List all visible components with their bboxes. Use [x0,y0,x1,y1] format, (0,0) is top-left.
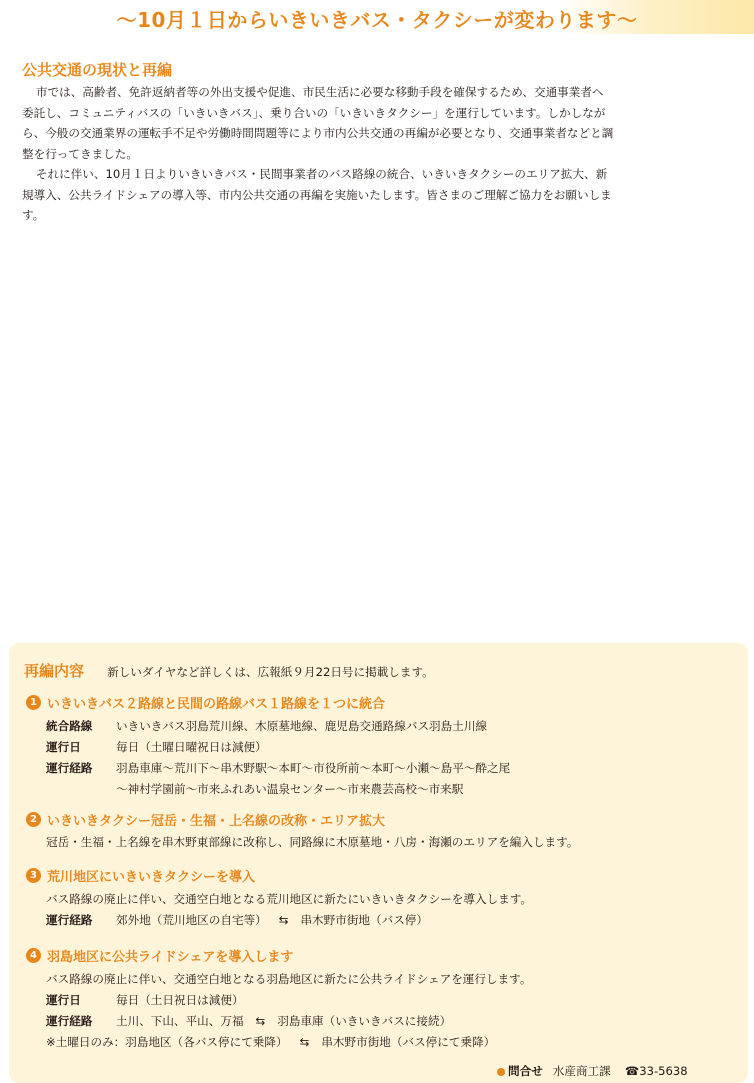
item-1-row-4 [46,781,463,797]
row-value: いきいきバス羽島荒川線、木原墓地線、鹿児島交通路線バス羽島土川線 [116,719,488,733]
item-2-text: 冠岳・生福・上名線を串木野東部線に改称し、同路線に木原墓地・八房・海瀬のエリアを編入します。 [46,835,579,849]
route-from: 土川、下山、平山、万福 [116,1014,244,1028]
item-1-row-1 [46,718,487,734]
row-value: 〜神村学園前〜市来ふれあい温泉センター〜市来農芸高校〜市来駅 [116,782,464,796]
row-key: 運行日 [46,993,81,1007]
route-to: 串木野市街地（バス停） [300,913,428,927]
item-4-text: バス路線の廃止に伴い、交通空白地となる羽島地区に新たに公共ライドシェアを運行します。 [46,972,532,986]
section-heading: 公共交通の現状と再編 [22,61,173,79]
contact-phone: 33-5638 [639,1064,688,1078]
two-way-arrow-icon: ⇆ [299,1035,310,1049]
item-1-row-2 [46,739,267,755]
number-badge-3: 3 [26,868,41,883]
number-badge-2: 2 [26,812,41,827]
page-title: 〜10月１日からいきいきバス・タクシーが変わります〜 [116,8,638,32]
intro-paragraph-2: それに伴い、10月１日よりいきいきバス・民間事業者のバス路線の統合、いきいきタクシーのエリア拡大、新規導入、公共ライドシェアの導入等、市内公共交通の再編を実施いたします。皆さまのご理解ご協力をお願いします。 [22,167,612,222]
item-3-text: バス路線の廃止に伴い、交通空白地となる荒川地区に新たにいきいきタクシーを導入します。 [46,892,533,906]
intro-paragraph-1: 市では、高齢者、免許返納者等の外出支援や促進、市民生活に必要な移動手段を確保するため、交通事業者へ委託し、コミュニティバスの「いきいきバス」、乗り合いの「いきいきタクシー」を運行しています。しかしながら、今般の交通業界の運転手不足や労働時間問題等により市内公共交通の再編が必要となり、交通事業者などと調整を行ってきました。 [22,85,614,161]
item-1-title-text: いきいきバス２路線と民間の路線バス１路線を１つに統合 [47,697,386,712]
panel-note: 新しいダイヤなど詳しくは、広報紙９月22日号に掲載します。 [107,665,434,679]
item-2-title [26,810,385,829]
row-value: 羽島車庫〜荒川下〜串木野駅〜本町〜市役所前〜本町〜小瀬〜島平〜酔之尾 [116,761,511,775]
route-to: 羽島車庫（いきいきバスに接続） [277,1014,452,1028]
row-key: 運行経路 [46,913,93,927]
contact-info [497,1063,688,1079]
row-value: 毎日（土日祝日は減便） [116,993,244,1007]
row-key: 運行経路 [46,1014,93,1028]
item-1-title [26,693,385,712]
row-value: 毎日（土曜日曜祝日は減便） [116,740,267,754]
number-badge-4: 4 [26,948,41,963]
two-way-arrow-icon: ⇆ [255,1014,266,1028]
panel-label: 再編内容 [24,662,85,680]
item-3-title [26,866,255,885]
note-to: 串木野市街地（バス停にて乗降） [321,1035,496,1049]
item-4-saturday-note [46,1034,495,1050]
item-4-route [46,1013,451,1029]
contact-label: 問合せ [508,1064,543,1078]
item-1-row-3 [46,760,510,776]
item-4-day [46,992,244,1008]
item-3-title-text: 荒川地区にいきいきタクシーを導入 [47,870,256,885]
item-3-route [46,912,428,928]
contact-department: 水産商工課 [552,1064,611,1078]
panel-header [24,660,434,681]
number-badge-1: 1 [26,695,41,710]
row-key: 運行経路 [46,761,93,775]
row-key: 統合路線 [46,719,93,733]
note-from: ※土曜日のみ：羽島地区（各バス停にて乗降） [46,1035,288,1049]
phone-icon: ☎ [624,1064,640,1078]
two-way-arrow-icon: ⇆ [278,913,289,927]
intro-text [22,82,614,226]
route-from: 郊外地（荒川地区の自宅等） [116,913,267,927]
bullet-dot-icon [497,1068,505,1076]
row-key: 運行日 [46,740,81,754]
item-2-title-text: いきいきタクシー冠岳・生福・上名線の改称・エリア拡大 [47,814,386,829]
item-4-title-text: 羽島地区に公共ライドシェアを導入します [47,950,294,965]
item-4-title [26,946,293,965]
